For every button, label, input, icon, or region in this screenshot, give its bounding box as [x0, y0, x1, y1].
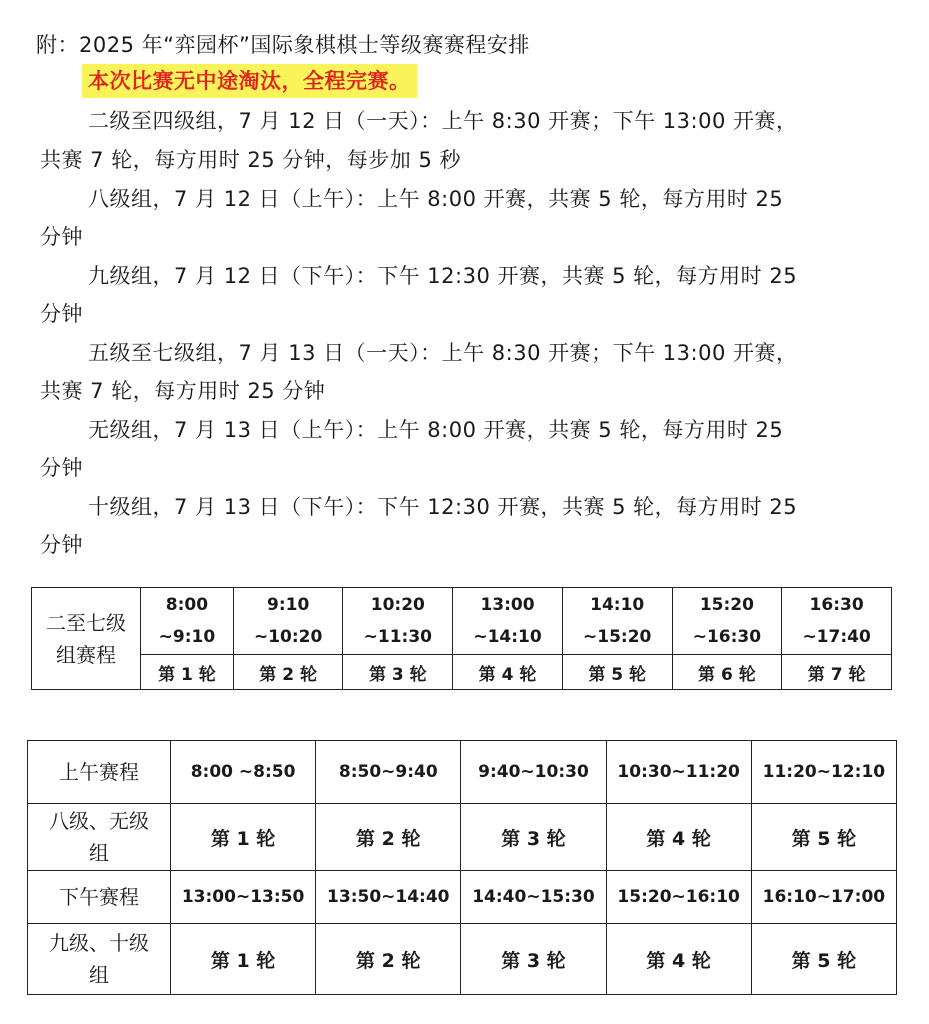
morning-time-cell: 8:50~9:40: [316, 741, 461, 804]
table1-round-cell: 第 4 轮: [453, 655, 563, 690]
paragraph-5-line-1: 无级组，7 月 13 日（上午）：上午 8:00 开赛，共赛 5 轮，每方用时 25: [88, 418, 784, 442]
group-b-label-line2: 组: [89, 963, 109, 987]
afternoon-label-cell: 下午赛程: [28, 871, 171, 924]
afternoon-time-cell: 13:00~13:50: [171, 871, 316, 924]
time-start: 9:10: [266, 595, 310, 615]
group-a-round-cell: 第 2 轮: [316, 804, 461, 871]
table1-round-cell: 第 2 轮: [233, 655, 343, 690]
table1-header-line2: 组赛程: [56, 642, 116, 667]
group-a-round-cell: 第 5 轮: [751, 804, 896, 871]
paragraph-5-line-2: 分钟: [40, 456, 83, 480]
group-b-label-cell: [28, 924, 171, 995]
time-end: ~16:30: [692, 627, 762, 647]
table1-round-cell: 第 7 轮: [782, 655, 892, 690]
group-a-round-cell: 第 4 轮: [606, 804, 751, 871]
group-b-round-cell: 第 3 轮: [461, 924, 606, 995]
notice-line: [82, 64, 417, 98]
afternoon-time-cell: 13:50~14:40: [316, 871, 461, 924]
time-start: 13:00: [480, 595, 535, 615]
time-end: ~14:10: [473, 627, 542, 647]
table1-header-cell: [32, 588, 141, 690]
time-start: 14:10: [590, 595, 645, 615]
table1-time-cell: [343, 588, 453, 655]
table1-round-cell: 第 5 轮: [562, 655, 672, 690]
document-title: 附：2025 年“弈园杯”国际象棋棋士等级赛赛程安排: [36, 33, 530, 57]
paragraph-2-line-1: 八级组，7 月 12 日（上午）：上午 8:00 开赛，共赛 5 轮，每方用时 25: [88, 187, 784, 211]
group-a-label-line1: 八级、无级: [49, 809, 149, 833]
table1-round-cell: 第 1 轮: [141, 655, 234, 690]
group-a-round-cell: 第 3 轮: [461, 804, 606, 871]
morning-time-cell: 9:40~10:30: [461, 741, 606, 804]
time-end: ~10:20: [253, 627, 323, 647]
notice-highlight: 本次比赛无中途淘汰，全程完赛。: [82, 64, 417, 98]
schedule-table-half-day-groups: [27, 740, 897, 995]
time-end: ~17:40: [802, 627, 871, 647]
morning-time-cell: 11:20~12:10: [751, 741, 896, 804]
group-b-round-cell: 第 5 轮: [751, 924, 896, 995]
table1-time-cell: [453, 588, 563, 655]
table1-time-cell: [233, 588, 343, 655]
table1-round-cell: 第 3 轮: [343, 655, 453, 690]
morning-label-cell: 上午赛程: [28, 741, 171, 804]
table1-time-cell: [141, 588, 234, 655]
morning-time-cell: 10:30~11:20: [606, 741, 751, 804]
time-start: 16:30: [809, 595, 864, 615]
paragraph-1-line-2: 共赛 7 轮，每方用时 25 分钟，每步加 5 秒: [40, 148, 461, 172]
group-b-round-cell: 第 2 轮: [316, 924, 461, 995]
afternoon-time-cell: 15:20~16:10: [606, 871, 751, 924]
group-a-round-cell: 第 1 轮: [171, 804, 316, 871]
paragraph-6-line-2: 分钟: [40, 533, 83, 557]
afternoon-time-cell: 16:10~17:00: [751, 871, 896, 924]
time-start: 10:20: [370, 595, 425, 615]
paragraph-3-line-2: 分钟: [40, 302, 83, 326]
paragraph-4-line-2: 共赛 7 轮，每方用时 25 分钟: [40, 379, 326, 403]
table1-time-cell: [782, 588, 892, 655]
paragraph-6-line-1: 十级组，7 月 13 日（下午）：下午 12:30 开赛，共赛 5 轮，每方用时 25: [88, 495, 798, 519]
table1-time-cell: [562, 588, 672, 655]
group-b-round-cell: 第 4 轮: [606, 924, 751, 995]
paragraph-1-line-1: 二级至四级组，7 月 12 日（一天）：上午 8:30 开赛；下午 13:00 开赛，: [88, 109, 798, 133]
paragraph-3-line-1: 九级组，7 月 12 日（下午）：下午 12:30 开赛，共赛 5 轮，每方用时 25: [88, 264, 798, 288]
time-start: 15:20: [699, 595, 754, 615]
time-start: 8:00: [165, 595, 209, 615]
group-b-round-cell: 第 1 轮: [171, 924, 316, 995]
table1-round-cell: 第 6 轮: [672, 655, 782, 690]
table1-header-line1: 二至七级: [46, 610, 126, 635]
paragraph-4-line-1: 五级至七级组，7 月 13 日（一天）：上午 8:30 开赛；下午 13:00 开赛，: [88, 341, 798, 365]
afternoon-time-cell: 14:40~15:30: [461, 871, 606, 924]
group-a-label-line2: 组: [89, 841, 109, 865]
morning-time-cell: 8:00 ~8:50: [171, 741, 316, 804]
schedule-table-levels-2-7: [31, 587, 892, 690]
group-b-label-line1: 九级、十级: [49, 931, 149, 955]
paragraph-2-line-2: 分钟: [40, 225, 83, 249]
group-a-label-cell: [28, 804, 171, 871]
table1-time-cell: [672, 588, 782, 655]
time-end: ~15:20: [583, 627, 652, 647]
time-end: ~9:10: [158, 627, 216, 647]
time-end: ~11:30: [363, 627, 432, 647]
